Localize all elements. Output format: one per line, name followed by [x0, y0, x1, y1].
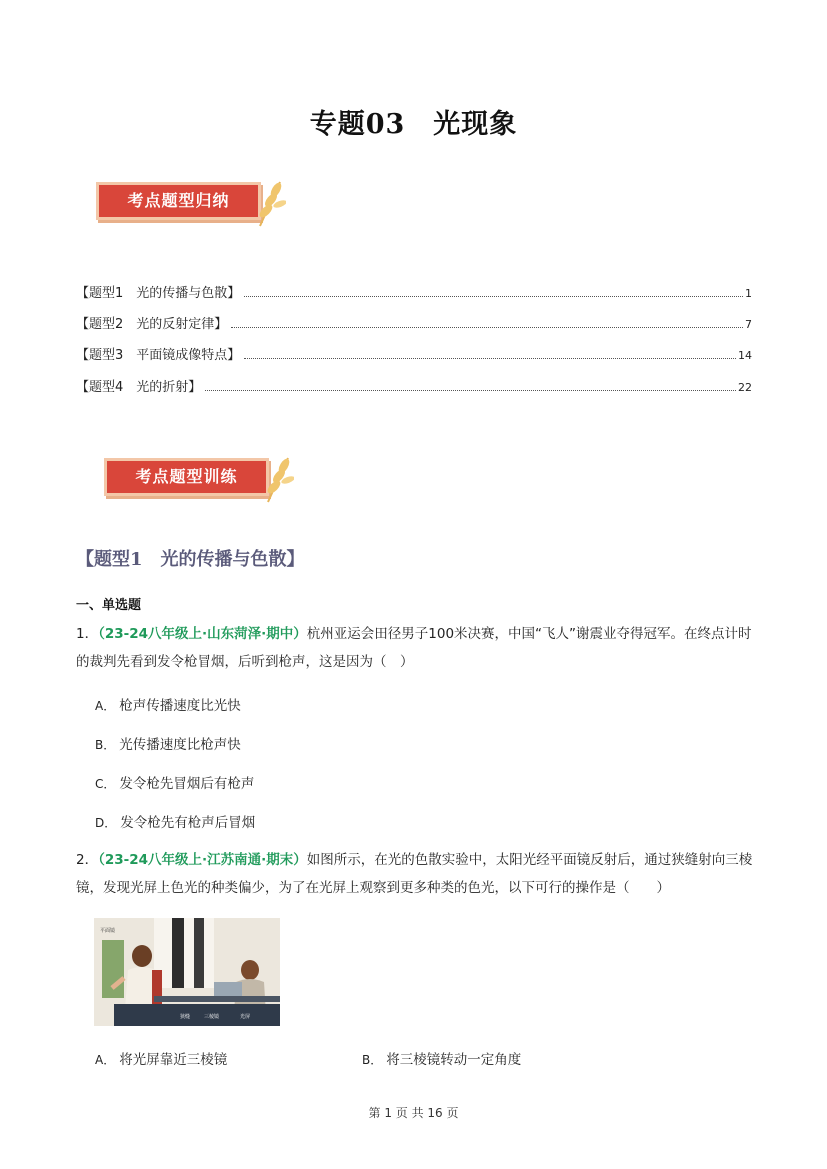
toc-item-1[interactable]	[76, 282, 752, 302]
summary-banner	[96, 176, 286, 232]
toc-page-number: 22	[738, 381, 752, 394]
option-label: A．	[95, 1053, 116, 1067]
toc-leader	[244, 347, 736, 359]
q1-option-b[interactable]	[95, 733, 241, 753]
option-text: 枪声传播速度比光快	[119, 698, 241, 714]
toc-item-3[interactable]	[76, 344, 752, 364]
training-banner-label: 考点题型训练	[135, 467, 238, 486]
option-text: 将光屏靠近三棱镜	[119, 1052, 228, 1068]
page-title: 专题03 光现象	[309, 109, 518, 140]
mirror-label: 平面镜	[100, 928, 116, 934]
question-text: 如图所示，在光的色散实验中，太阳光经平面镜反射后，通过狭缝射向三棱镜，发现光屏上色光的种类偏少，为了在光屏上观察到更多种类的色光，以下可行的操作是（ ）	[76, 852, 753, 896]
toc-label: 【题型2 光的反射定律】	[76, 317, 228, 332]
q1-option-a[interactable]	[95, 694, 241, 714]
q1-option-d[interactable]	[95, 811, 255, 831]
question-2	[76, 846, 756, 902]
toc-label: 【题型4 光的折射】	[76, 380, 202, 395]
toc-item-4[interactable]	[76, 376, 752, 396]
prism-label: 三棱镜	[204, 1014, 220, 1020]
toc-label: 【题型3 平面镜成像特点】	[76, 348, 241, 363]
option-label: D．	[95, 816, 117, 830]
question-number: 1．	[76, 626, 99, 642]
wheat-leaf-icon	[262, 454, 294, 504]
slit-label: 狭缝	[180, 1014, 191, 1020]
option-label: B．	[95, 738, 116, 752]
screen-label: 光屏	[240, 1014, 251, 1020]
option-text: 发令枪先有枪声后冒烟	[120, 815, 256, 831]
toc-item-2[interactable]	[76, 313, 752, 333]
sub-heading: 一、单选题	[76, 598, 142, 613]
option-label: A．	[95, 699, 116, 713]
summary-banner-label: 考点题型归纳	[127, 191, 230, 210]
experiment-photo	[94, 918, 280, 1026]
section-heading: 【题型1 光的传播与色散】	[76, 549, 305, 570]
q2-option-b[interactable]	[362, 1048, 521, 1068]
option-text: 将三棱镜转动一定角度	[386, 1052, 522, 1068]
toc-page-number: 14	[738, 349, 752, 362]
question-source: （23-24八年级上·江苏南通·期末）	[98, 852, 307, 868]
toc-leader	[231, 316, 743, 328]
question-text: 杭州亚运会田径男子100米决赛，中国“飞人”谢震业夺得冠军。在终点计时的裁判先看到发令枪冒烟，后听到枪声，这是因为（ ）	[76, 626, 752, 670]
toc-leader	[205, 379, 736, 391]
question-number: 2．	[76, 852, 99, 868]
page-footer: 第 1 页 共 16 页	[368, 1106, 459, 1120]
question-1	[76, 620, 756, 676]
option-text: 发令枪先冒烟后有枪声	[119, 776, 255, 792]
wheat-leaf-icon	[254, 178, 286, 228]
experiment-illustration	[94, 918, 280, 1026]
toc-leader	[244, 285, 743, 297]
toc-page-number: 7	[745, 318, 752, 331]
option-label: C．	[95, 777, 116, 791]
toc-page-number: 1	[745, 287, 752, 300]
toc-label: 【题型1 光的传播与色散】	[76, 286, 241, 301]
question-source: （23-24八年级上·山东菏泽·期中）	[98, 626, 307, 642]
q2-option-a[interactable]	[95, 1048, 227, 1068]
option-label: B．	[362, 1053, 383, 1067]
q1-option-c[interactable]	[95, 772, 254, 792]
option-text: 光传播速度比枪声快	[119, 737, 241, 753]
training-banner	[104, 452, 294, 508]
